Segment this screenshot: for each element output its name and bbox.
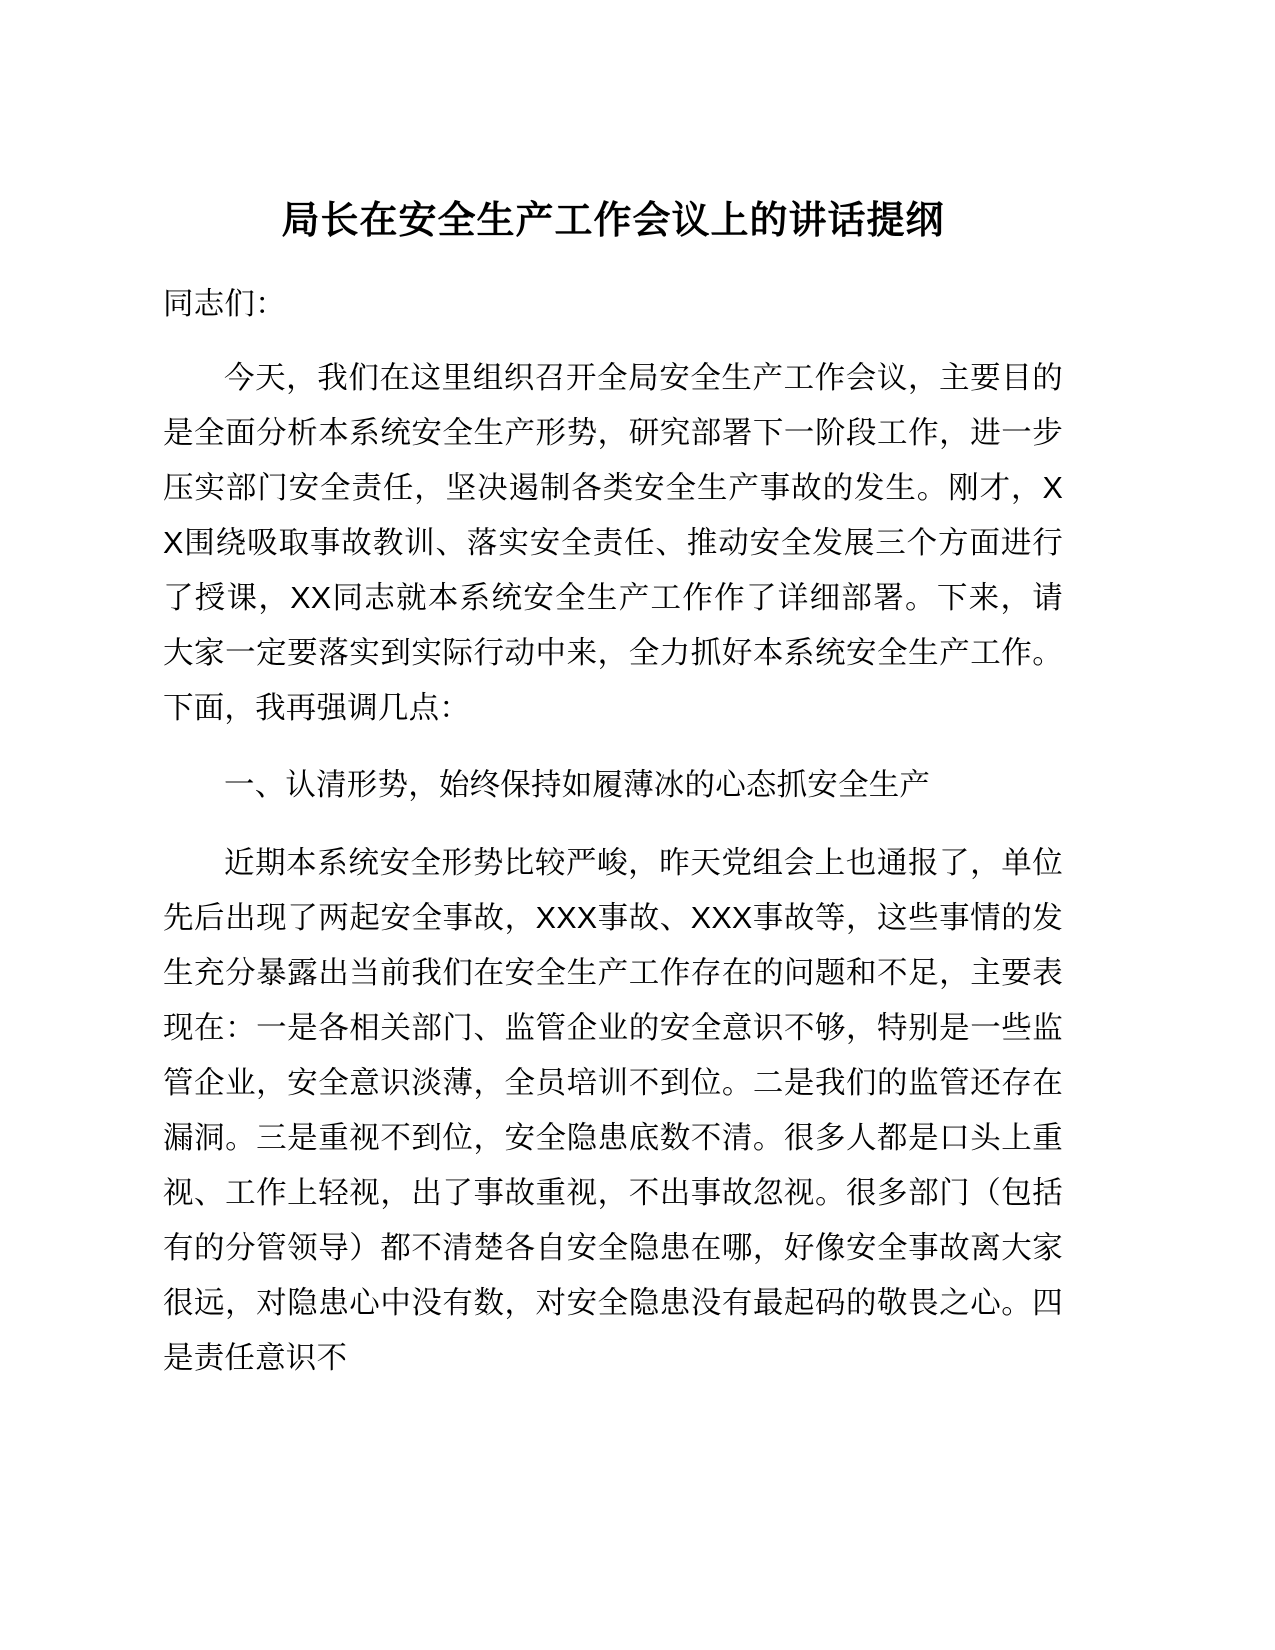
document-body	[163, 0, 1063, 1386]
paragraph-section-one-body: 近期本系统安全形势比较严峻，昨天党组会上也通报了，单位先后出现了两起安全事故，XXX事故、XXX事故等，这些事情的发生充分暴露出当前我们在安全生产工作存在的问题和不足，主要表现在：一是各相关部门、监管企业的安全意识不够，特别是一些监管企业，安全意识淡薄，全员培训不到位。二是我们的监管还存在漏洞。三是重视不到位，安全隐患底数不清。很多人都是口头上重视、工作上轻视，出了事故重视，不出事故忽视。很多部门（包括有的分管领导）都不清楚各自安全隐患在哪，好像安全事故离大家很远，对隐患心中没有数，对安全隐患没有最起码的敬畏之心。四是责任意识不	[163, 845, 1063, 1375]
paragraph-opening: 今天，我们在这里组织召开全局安全生产工作会议，主要目的是全面分析本系统安全生产形势，研究部署下一阶段工作，进一步压实部门安全责任，坚决遏制各类安全生产事故的发生。刚才，XX围绕吸取事故教训、落实安全责任、推动安全发展三个方面进行了授课，XX同志就本系统安全生产工作作了详细部署。下来，请大家一定要落实到实际行动中来，全力抓好本系统安全生产工作。下面，我再强调几点：	[163, 360, 1063, 725]
page-title: 局长在安全生产工作会议上的讲话提纲	[281, 200, 945, 242]
salutation-line: 同志们：	[163, 287, 286, 322]
section-heading-one: 一、认清形势，始终保持如履薄冰的心态抓安全生产	[224, 767, 931, 802]
